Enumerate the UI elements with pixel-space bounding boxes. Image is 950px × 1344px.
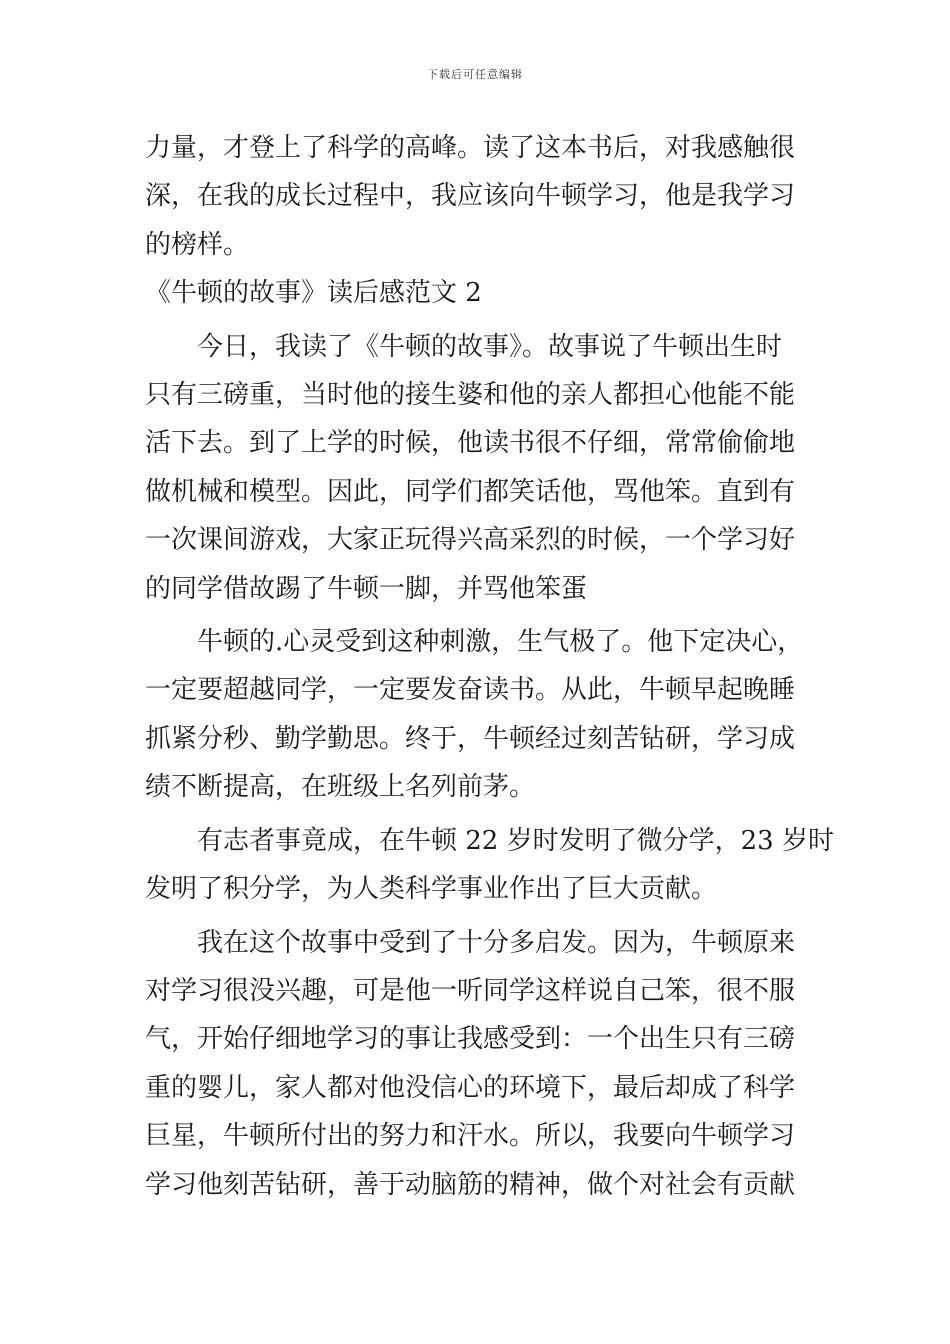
- text-line: 力量，才登上了科学的高峰。读了这本书后，对我感触很: [145, 133, 796, 163]
- text-line: 学习他刻苦钻研，善于动脑筋的精神，做个对社会有贡献: [145, 1169, 796, 1200]
- paragraph-3: [145, 817, 834, 914]
- text-line: 牛顿的.心灵受到这种刺激，生气极了。他下定决心，: [197, 627, 804, 658]
- paragraph-2: [145, 618, 815, 812]
- text-line: 抓紧分秒、勤学勤思。终于，牛顿经过刻苦钻研，学习成: [145, 723, 796, 754]
- section-heading: [145, 269, 815, 317]
- text-line: 巨星，牛顿所付出的努力和汗水。所以，我要向牛顿学习: [145, 1121, 796, 1152]
- text-line: 深，在我的成长过程中，我应该向牛顿学习，他是我学习: [145, 181, 796, 212]
- text-line: 一次课间游戏，大家正玩得兴高采烈的时候，一个学习好: [145, 525, 796, 556]
- text-line: 发明了积分学，为人类科学事业作出了巨大贡献。: [145, 874, 718, 905]
- document-body: [145, 124, 834, 1209]
- text-line: 我在这个故事中受到了十分多启发。因为，牛顿原来: [197, 927, 796, 958]
- paragraph-1: [145, 323, 815, 613]
- text-line: 有志者事竟成，在牛顿 22 岁时发明了微分学，23 岁时: [197, 825, 834, 856]
- text-line: 的同学借故踢了牛顿一脚，并骂他笨蛋: [145, 573, 588, 604]
- text-line: 的榜样。: [145, 229, 250, 260]
- heading-text: 《牛顿的故事》读后感范文 2: [145, 278, 482, 309]
- text-line: 做机械和模型。因此，同学们都笑话他，骂他笨。直到有: [145, 476, 796, 507]
- text-line: 对学习很没兴趣，可是他一听同学这样说自己笨，很不服: [145, 975, 796, 1006]
- text-line: 绩不断提高，在班级上名列前茅。: [145, 772, 536, 803]
- text-line: 重的婴儿，家人都对他没信心的环境下，最后却成了科学: [145, 1072, 796, 1103]
- text-line: 活下去。到了上学的时候，他读书很不仔细，常常偷偷地: [145, 428, 796, 459]
- text-line: 只有三磅重，当时他的接生婆和他的亲人都担心他能不能: [145, 380, 796, 411]
- text-line: 气，开始仔细地学习的事让我感受到：一个出生只有三磅: [145, 1024, 796, 1055]
- paragraph-continuation: [145, 124, 815, 269]
- text-line: 一定要超越同学，一定要发奋读书。从此，牛顿早起晚睡: [145, 675, 796, 706]
- text-line: 今日，我读了《牛顿的故事》。故事说了牛顿出生时: [197, 331, 783, 362]
- page-header: 下载后可任意编辑: [427, 68, 523, 81]
- paragraph-4: [145, 919, 815, 1209]
